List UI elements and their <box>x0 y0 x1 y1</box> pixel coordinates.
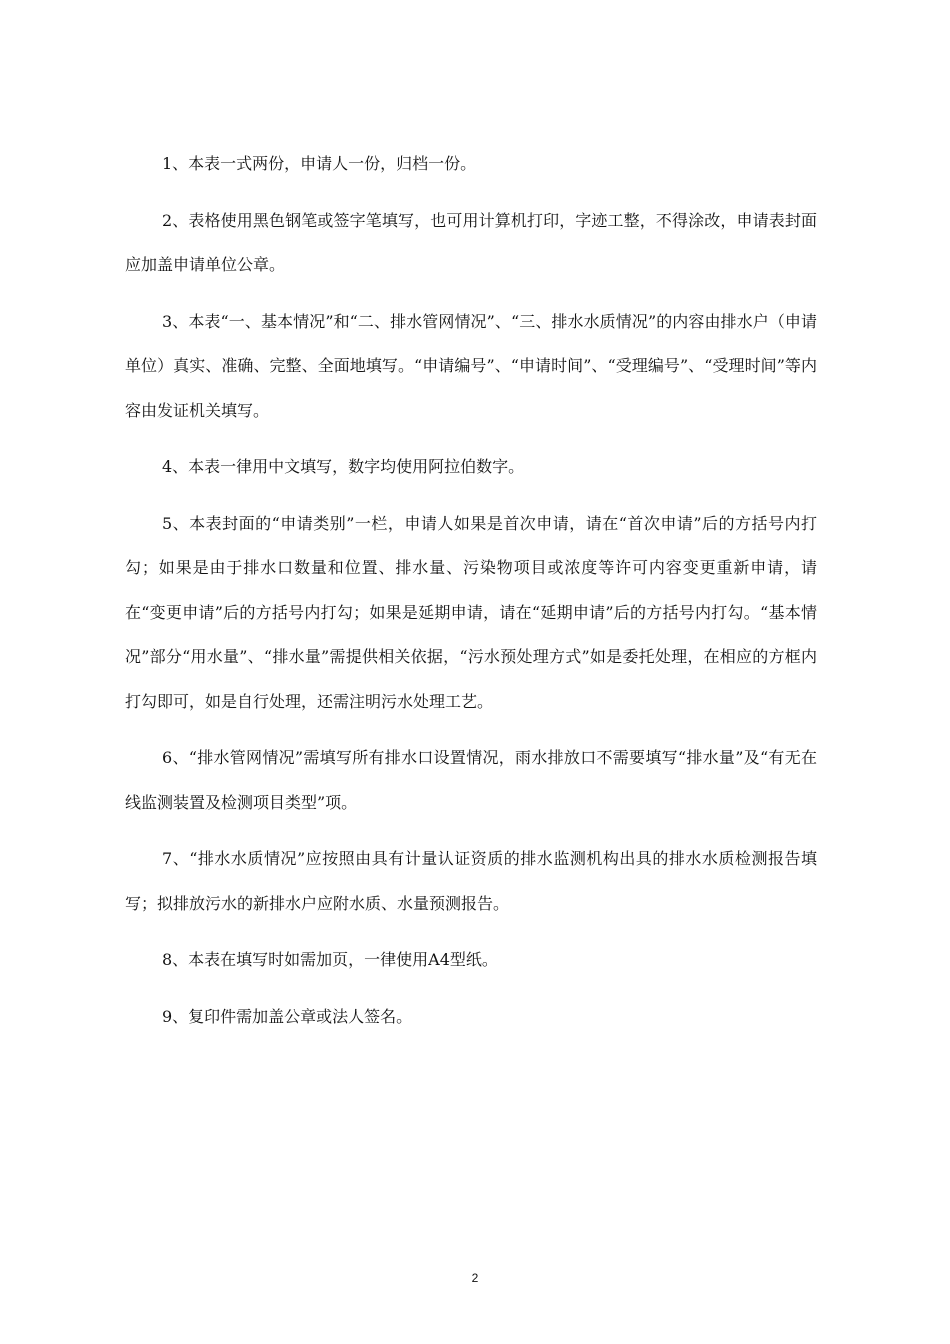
instruction-paragraph-4: 4、本表一律用中文填写，数字均使用阿拉伯数字。 <box>162 457 525 476</box>
page-number: 2 <box>471 1271 479 1285</box>
instruction-paragraph-2: 2、表格使用黑色钢笔或签字笔填写，也可用计算机打印，字迹工整，不得涂改，申请表封面应加盖申请单位公章。 <box>125 210 817 274</box>
instruction-paragraph-8: 8、本表在填写时如需加页，一律使用A4型纸。 <box>162 950 498 969</box>
instruction-paragraph-7: 7、“排水水质情况”应按照由具有计量认证资质的排水监测机构出具的排水水质检测报告填写；拟排放污水的新排水户应附水质、水量预测报告。 <box>125 849 817 913</box>
instruction-paragraph-9: 9、复印件需加盖公章或法人签名。 <box>162 1006 413 1026</box>
instruction-paragraph-1: 1、本表一式两份，申请人一份，归档一份。 <box>162 154 477 173</box>
instruction-paragraph-5: 5、本表封面的“申请类别”一栏，申请人如果是首次申请，请在“首次申请”后的方括号内打勾；如果是由于排水口数量和位置、排水量、污染物项目或浓度等许可内容变更重新申请，请在“变更申请”后的方括号内打勾；如果是延期申请，请在“延期申请”后的方括号内打勾。“基本情况”部分“用水量”、“排水量”需提供相关依据，“污水预处理方式”如是委托处理，在相应的方框内打勾即可，如是自行处理，还需注明污水处理工艺。 <box>125 513 817 711</box>
instruction-paragraph-3: 3、本表“一、基本情况”和“二、排水管网情况”、“三、排水水质情况”的内容由排水户（申请单位）真实、准确、完整、全面地填写。“申请编号”、“申请时间”、“受理编号”、“受理时间”等内容由发证机关填写。 <box>125 311 817 420</box>
instruction-paragraph-6: 6、“排水管网情况”需填写所有排水口设置情况，雨水排放口不需要填写“排水量”及“有无在线监测装置及检测项目类型”项。 <box>125 748 817 812</box>
instructions-body <box>125 142 817 1051</box>
